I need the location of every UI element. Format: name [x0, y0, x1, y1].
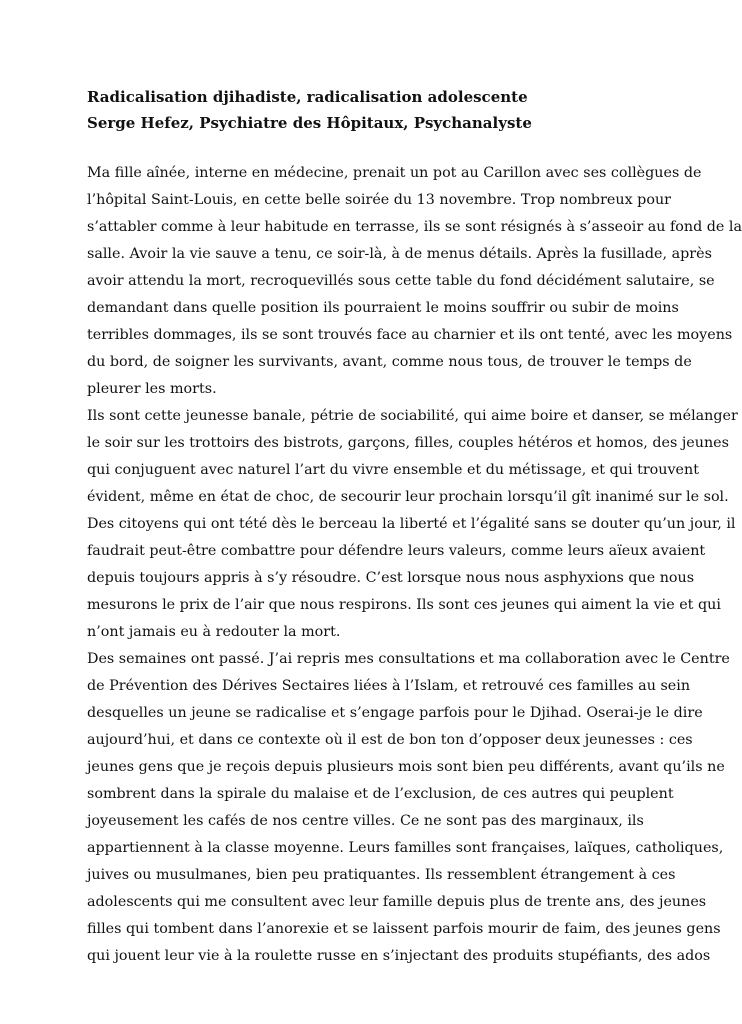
text-line: aujourd’hui, et dans ce contexte où il est de bon ton d’opposer deux jeunesses : ces — [87, 732, 693, 748]
text-line: juives ou musulmanes, bien peu pratiquantes. Ils ressemblent étrangement à ces — [87, 867, 676, 883]
text-line: mesurons le prix de l’air que nous respirons. Ils sont ces jeunes qui aiment la vie et qui — [87, 597, 721, 613]
text-line: du bord, de soigner les survivants, avant, comme nous tous, de trouver le temps de — [87, 354, 692, 370]
text-line: adolescents qui me consultent avec leur famille depuis plus de trente ans, des jeunes — [87, 894, 707, 910]
text-line: évident, même en état de choc, de secourir leur prochain lorsqu’il gît inanimé sur le sol. — [87, 489, 729, 505]
text-line: qui jouent leur vie à la roulette russe en s’injectant des produits stupéfiants, des ados — [87, 948, 711, 964]
text-line: Des semaines ont passé. J’ai repris mes consultations et ma collaboration avec le Centre — [87, 651, 730, 667]
text-line: terribles dommages, ils se sont trouvés face au charnier et ils ont tenté, avec les moyens — [87, 327, 733, 343]
text-line: Ma fille aînée, interne en médecine, prenait un pot au Carillon avec ses collègues de — [87, 165, 702, 181]
text-line: n’ont jamais eu à redouter la mort. — [87, 624, 341, 640]
text-line: salle. Avoir la vie sauve a tenu, ce soir-là, à de menus détails. Après la fusillade, après — [87, 246, 712, 262]
text-line: s’attabler comme à leur habitude en terrasse, ils se sont résignés à s’asseoir au fond de la — [87, 219, 742, 235]
text-line: le soir sur les trottoirs des bistrots, garçons, filles, couples hétéros et homos, des jeunes — [87, 435, 729, 451]
text-line: pleurer les morts. — [87, 381, 217, 397]
text-line: desquelles un jeune se radicalise et s’engage parfois pour le Djihad. Oserai-je le dire — [87, 705, 703, 721]
text-line: de Prévention des Dérives Sectaires liées à l’Islam, et retrouvé ces familles au sein — [87, 678, 691, 694]
document-title: Radicalisation djihadiste, radicalisation adolescente — [87, 88, 528, 106]
text-line: filles qui tombent dans l’anorexie et se laissent parfois mourir de faim, des jeunes gens — [87, 921, 721, 937]
text-line: l’hôpital Saint-Louis, en cette belle soirée du 13 novembre. Trop nombreux pour — [87, 192, 671, 208]
text-line: qui conjuguent avec naturel l’art du vivre ensemble et du métissage, et qui trouvent — [87, 462, 699, 478]
text-line: appartiennent à la classe moyenne. Leurs familles sont françaises, laïques, catholiques, — [87, 840, 724, 856]
text-line: depuis toujours appris à s’y résoudre. C’est lorsque nous nous asphyxions que nous — [87, 570, 695, 586]
body-text — [87, 161, 742, 971]
text-line: Des citoyens qui ont tété dès le berceau la liberté et l’égalité sans se douter qu’un jour, il — [87, 516, 736, 532]
text-line: demandant dans quelle position ils pourraient le moins souffrir ou subir de moins — [87, 300, 679, 316]
text-line: avoir attendu la mort, recroquevillés sous cette table du fond décidément salutaire, se — [87, 273, 715, 289]
text-line: joyeusement les cafés de nos centre villes. Ce ne sont pas des marginaux, ils — [87, 813, 644, 829]
author-line: Serge Hefez, Psychiatre des Hôpitaux, Psychanalyste — [87, 114, 532, 132]
text-line: faudrait peut-être combattre pour défendre leurs valeurs, comme leurs aïeux avaient — [87, 543, 706, 559]
text-line: jeunes gens que je reçois depuis plusieurs mois sont bien peu différents, avant qu’ils ne — [87, 759, 725, 775]
text-line: Ils sont cette jeunesse banale, pétrie de sociabilité, qui aime boire et danser, se mélanger — [87, 408, 738, 424]
text-line: sombrent dans la spirale du malaise et de l’exclusion, de ces autres qui peuplent — [87, 786, 674, 802]
